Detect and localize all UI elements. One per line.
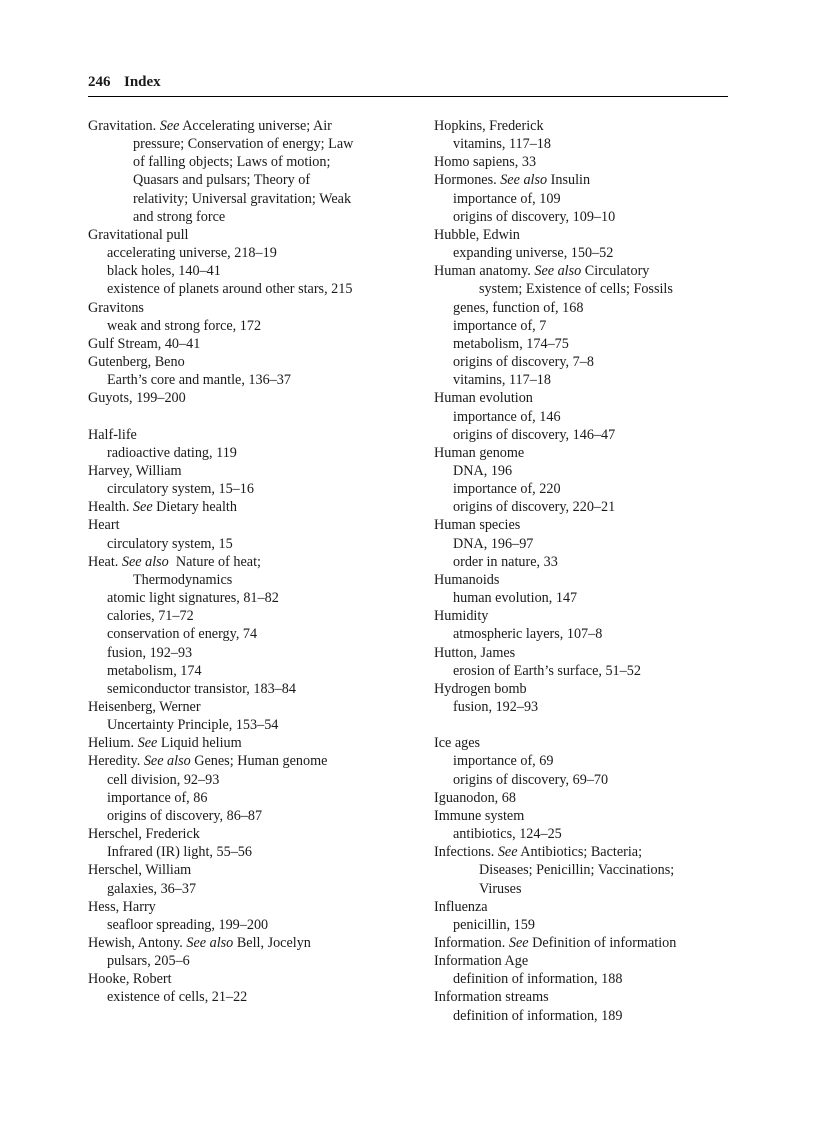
index-subentry: weak and strong force, 172 (107, 317, 262, 334)
index-subentry: fusion, 192–93 (107, 644, 193, 661)
index-subentry: vitamins, 117–18 (453, 372, 551, 389)
index-subentry: pulsars, 205–6 (107, 953, 190, 970)
letter-group-gap (88, 408, 408, 426)
index-subentry: metabolism, 174 (107, 662, 202, 679)
index-subentry: importance of, 109 (453, 190, 561, 207)
index-entry: Gravitons (88, 299, 144, 316)
index-entry: Heart (88, 517, 120, 534)
index-subentry: existence of cells, 21–22 (107, 989, 248, 1006)
index-column-right (434, 117, 734, 1025)
index-entry: Heredity. See also Genes; Human genome (88, 753, 328, 770)
index-entry: Hydrogen bomb (434, 680, 527, 697)
index-entry-continuation: Thermodynamics (133, 571, 233, 588)
index-subentry: importance of, 7 (453, 317, 547, 334)
index-subentry: importance of, 69 (453, 753, 554, 770)
letter-group-gap (434, 716, 734, 734)
index-subentry: genes, function of, 168 (453, 299, 584, 316)
index-entry: Hess, Harry (88, 898, 156, 915)
see-reference: See also (121, 553, 169, 570)
index-subentry: semiconductor transistor, 183–84 (107, 680, 296, 697)
see-reference: See (508, 935, 529, 952)
index-entry-continuation: Diseases; Penicillin; Vaccinations; (479, 862, 675, 879)
index-entry: Immune system (434, 807, 525, 824)
index-entry: Hormones. See also Insulin (434, 172, 591, 189)
index-entry: Humidity (434, 608, 489, 625)
index-entry-continuation: Quasars and pulsars; Theory of (133, 172, 311, 189)
index-entry: Hopkins, Frederick (434, 118, 544, 134)
index-entry: Gravitation. See Accelerating universe; Air (88, 118, 332, 134)
index-entry-continuation: and strong force (133, 208, 226, 225)
index-subentry: origins of discovery, 86–87 (107, 807, 263, 824)
index-entry: Human genome (434, 444, 525, 461)
index-subentry: vitamins, 117–18 (453, 136, 551, 153)
index-subentry: origins of discovery, 146–47 (453, 426, 616, 443)
index-entry: Infections. See Antibiotics; Bacteria; (434, 844, 643, 861)
see-reference: See (159, 118, 180, 134)
index-subentry: circulatory system, 15 (107, 535, 233, 552)
index-entry: Half-life (88, 426, 137, 443)
index-entry: Herschel, Frederick (88, 826, 200, 843)
see-reference: See also (500, 172, 548, 189)
index-subentry: black holes, 140–41 (107, 263, 221, 280)
index-entry: Health. See Dietary health (88, 499, 237, 516)
index-subentry: seafloor spreading, 199–200 (107, 916, 269, 933)
index-subentry: atomic light signatures, 81–82 (107, 590, 279, 607)
header-title: Index (124, 74, 161, 90)
see-reference: See (132, 499, 153, 516)
index-entry: Hooke, Robert (88, 971, 172, 988)
index-entry: Helium. See Liquid helium (88, 735, 242, 752)
see-reference: See (137, 735, 158, 752)
index-subentry: origins of discovery, 109–10 (453, 208, 616, 225)
see-reference: See also (534, 263, 582, 280)
index-entry: Ice ages (434, 735, 481, 752)
index-subentry: origins of discovery, 7–8 (453, 354, 594, 371)
index-entry: Heat. See also Nature of heat; (88, 553, 261, 570)
index-subentry: existence of planets around other stars, 215 (107, 281, 353, 298)
page-number: 246 (88, 74, 111, 90)
index-subentry: accelerating universe, 218–19 (107, 245, 277, 262)
index-entry: Homo sapiens, 33 (434, 154, 537, 171)
index-subentry: metabolism, 174–75 (453, 335, 569, 352)
index-subentry: DNA, 196 (453, 462, 513, 479)
index-entry: Human species (434, 517, 521, 534)
index-entry: Influenza (434, 898, 488, 915)
index-entry: Guyots, 199–200 (88, 390, 186, 407)
index-subentry: calories, 71–72 (107, 608, 194, 625)
see-reference: See also (186, 935, 234, 952)
index-entry: Information streams (434, 989, 549, 1006)
index-subentry: expanding universe, 150–52 (453, 245, 614, 262)
index-subentry: importance of, 220 (453, 481, 561, 498)
index-subentry: order in nature, 33 (453, 553, 558, 570)
index-subentry: erosion of Earth’s surface, 51–52 (453, 662, 641, 679)
index-entry: Information. See Definition of information (434, 935, 677, 952)
index-entry: Humanoids (434, 571, 500, 588)
index-subentry: definition of information, 189 (453, 1007, 623, 1024)
index-entry: Human anatomy. See also Circulatory (434, 263, 650, 280)
index-subentry: antibiotics, 124–25 (453, 826, 562, 843)
index-subentry: origins of discovery, 69–70 (453, 771, 609, 788)
index-subentry: Uncertainty Principle, 153–54 (107, 717, 279, 734)
index-subentry: conservation of energy, 74 (107, 626, 258, 643)
index-subentry: origins of discovery, 220–21 (453, 499, 616, 516)
index-subentry: definition of information, 188 (453, 971, 623, 988)
index-entry: Information Age (434, 953, 529, 970)
index-entry: Human evolution (434, 390, 533, 407)
index-subentry: importance of, 86 (107, 789, 208, 806)
index-entry: Harvey, William (88, 462, 182, 479)
index-entry: Gravitational pull (88, 226, 189, 243)
running-header (88, 72, 728, 97)
index-entry-continuation: pressure; Conservation of energy; Law (133, 136, 354, 153)
index-entry-continuation: system; Existence of cells; Fossils (479, 281, 673, 298)
index-entry: Hubble, Edwin (434, 226, 520, 243)
index-subentry: human evolution, 147 (453, 590, 578, 607)
index-entry: Hewish, Antony. See also Bell, Jocelyn (88, 935, 311, 952)
index-subentry: DNA, 196–97 (453, 535, 534, 552)
index-entry: Herschel, William (88, 862, 192, 879)
index-subentry: radioactive dating, 119 (107, 444, 237, 461)
index-entry: Heisenberg, Werner (88, 698, 201, 715)
index-column-left (88, 117, 408, 1007)
index-entry: Gulf Stream, 40–41 (88, 335, 201, 352)
index-subentry: importance of, 146 (453, 408, 561, 425)
index-subentry: galaxies, 36–37 (107, 880, 197, 897)
see-reference: See also (143, 753, 191, 770)
index-subentry: Earth’s core and mantle, 136–37 (107, 372, 291, 389)
index-entry: Iguanodon, 68 (434, 789, 516, 806)
index-entry-continuation: Viruses (479, 880, 522, 897)
index-subentry: cell division, 92–93 (107, 771, 220, 788)
index-subentry: circulatory system, 15–16 (107, 481, 254, 498)
index-subentry: penicillin, 159 (453, 916, 535, 933)
index-entry: Gutenberg, Beno (88, 354, 185, 371)
index-entry: Hutton, James (434, 644, 516, 661)
index-subentry: atmospheric layers, 107–8 (453, 626, 603, 643)
index-entry-continuation: of falling objects; Laws of motion; (133, 154, 331, 171)
index-subentry: Infrared (IR) light, 55–56 (107, 844, 252, 861)
see-reference: See (497, 844, 518, 861)
index-entry-continuation: relativity; Universal gravitation; Weak (133, 190, 352, 207)
index-subentry: fusion, 192–93 (453, 699, 539, 715)
